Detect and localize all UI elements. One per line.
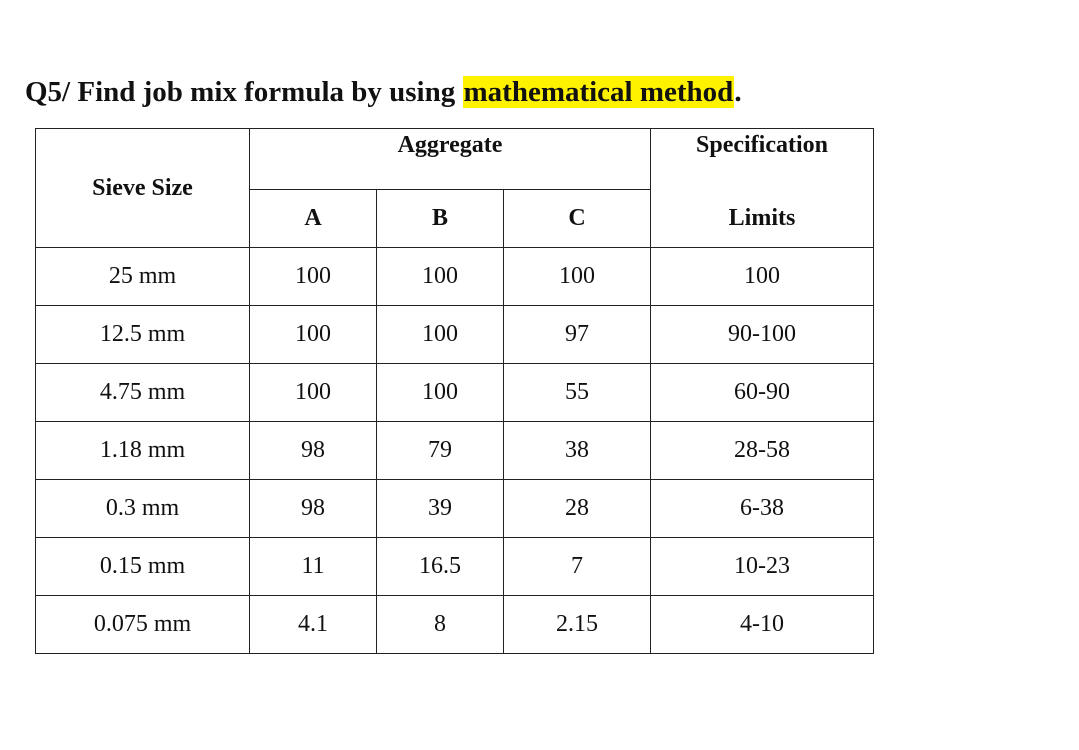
cell-c: 7 bbox=[504, 538, 651, 596]
question-prefix: Q5/ Find job mix formula by using bbox=[25, 76, 463, 108]
cell-spec: 28-58 bbox=[651, 422, 874, 480]
table-row bbox=[36, 248, 874, 306]
cell-a: 98 bbox=[250, 422, 377, 480]
cell-sieve: 1.18 mm bbox=[36, 422, 250, 480]
cell-b: 8 bbox=[377, 596, 504, 654]
header-specification: Specification bbox=[651, 129, 874, 190]
table-row bbox=[36, 306, 874, 364]
header-b: B bbox=[377, 190, 504, 248]
cell-a: 98 bbox=[250, 480, 377, 538]
cell-a: 11 bbox=[250, 538, 377, 596]
cell-c: 38 bbox=[504, 422, 651, 480]
cell-sieve: 4.75 mm bbox=[36, 364, 250, 422]
cell-b: 100 bbox=[377, 364, 504, 422]
cell-c: 55 bbox=[504, 364, 651, 422]
header-sieve-size: Sieve Size bbox=[36, 129, 250, 248]
question-title bbox=[25, 72, 742, 112]
table-row bbox=[36, 596, 874, 654]
table-row bbox=[36, 364, 874, 422]
cell-spec: 10-23 bbox=[651, 538, 874, 596]
question-highlight: mathematical method bbox=[463, 76, 734, 108]
cell-c: 28 bbox=[504, 480, 651, 538]
header-c: C bbox=[504, 190, 651, 248]
cell-c: 2.15 bbox=[504, 596, 651, 654]
cell-spec: 6-38 bbox=[651, 480, 874, 538]
cell-c: 97 bbox=[504, 306, 651, 364]
cell-a: 100 bbox=[250, 364, 377, 422]
cell-a: 4.1 bbox=[250, 596, 377, 654]
cell-b: 79 bbox=[377, 422, 504, 480]
table-row bbox=[36, 538, 874, 596]
cell-spec: 4-10 bbox=[651, 596, 874, 654]
cell-b: 100 bbox=[377, 306, 504, 364]
header-aggregate: Aggregate bbox=[250, 129, 651, 190]
cell-spec: 60-90 bbox=[651, 364, 874, 422]
table-row bbox=[36, 480, 874, 538]
cell-c: 100 bbox=[504, 248, 651, 306]
cell-b: 100 bbox=[377, 248, 504, 306]
header-limits: Limits bbox=[651, 190, 874, 248]
header-a: A bbox=[250, 190, 377, 248]
cell-b: 16.5 bbox=[377, 538, 504, 596]
table-row bbox=[36, 422, 874, 480]
cell-a: 100 bbox=[250, 306, 377, 364]
gradation-table bbox=[35, 128, 874, 654]
header-row-1 bbox=[36, 129, 874, 190]
cell-spec: 90-100 bbox=[651, 306, 874, 364]
cell-spec: 100 bbox=[651, 248, 874, 306]
cell-sieve: 12.5 mm bbox=[36, 306, 250, 364]
cell-sieve: 0.075 mm bbox=[36, 596, 250, 654]
cell-sieve: 25 mm bbox=[36, 248, 250, 306]
cell-a: 100 bbox=[250, 248, 377, 306]
cell-sieve: 0.3 mm bbox=[36, 480, 250, 538]
cell-sieve: 0.15 mm bbox=[36, 538, 250, 596]
cell-b: 39 bbox=[377, 480, 504, 538]
question-suffix: . bbox=[734, 76, 742, 108]
